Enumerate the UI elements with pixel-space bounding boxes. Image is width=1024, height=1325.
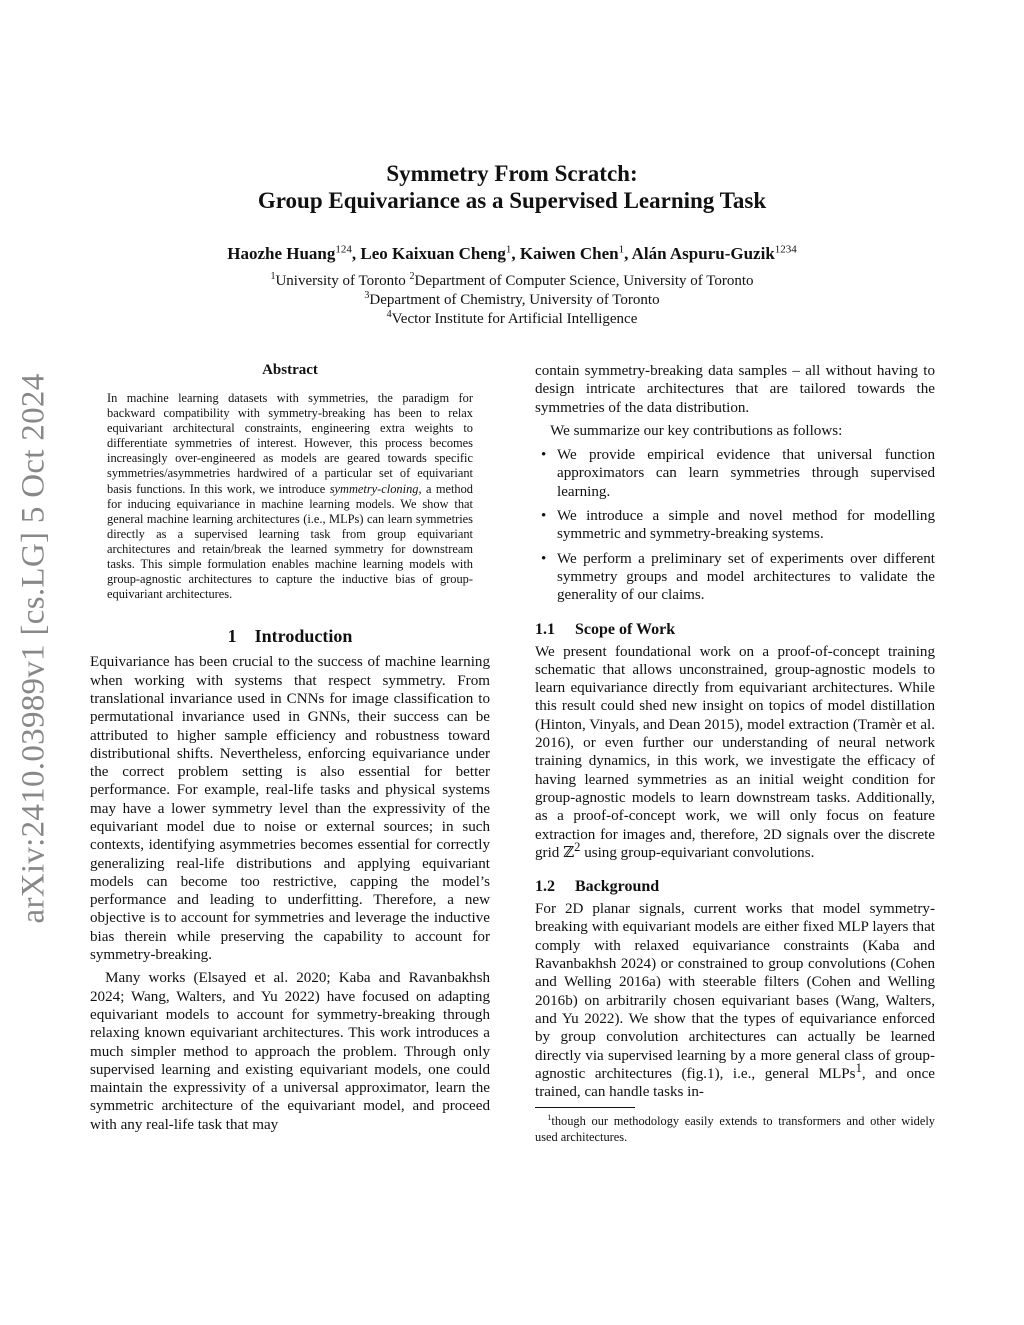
affil-text: University of Toronto (275, 273, 410, 289)
author-sep: , (624, 244, 632, 263)
affiliation-line (0, 291, 1024, 310)
abstract-text: In machine learning datasets with symmetries, the paradigm for backward compatibility with symmetry-breaking has been to relax equivariant architectural constraints, engineering extra weights to differentiate symmetries of interest. However, this process becomes increasingly over-engineered as models are geared towards specific symmetries/asymmetries hardwired of a particular set of equivariant basis functions. In this work, we introduce (107, 391, 473, 496)
author-name: Alán Aspuru-Guzik (631, 244, 775, 263)
author-name: Leo Kaixuan Cheng (360, 244, 506, 263)
paragraph (535, 643, 935, 863)
affil-text: Vector Institute for Artificial Intelligence (391, 311, 638, 327)
scope-body (535, 643, 935, 863)
right-column (535, 362, 935, 1145)
paragraph-text: For 2D planar signals, current works that model symmetry-breaking with equivariant models are either fixed MLP layers that comply with relaxed equivariance constraints (Kaba and Ravanbakhsh 2024) or constrained to group convolutions (Cohen and Welling 2016a) with steerable filters (Cohen and Welling 2016b) on arbitrarily chosen equivariant bases (Wang, Walters, and Yu 2022). We show that the types of equivariance enforced by group convolution architectures can actually be learned directly via supervised learning by a more general class of group-agnostic architectures (fig.1), i.e., general MLPs (535, 901, 935, 1082)
footnote-text: though our methodology easily extends to transformers and other widely used architectures. (535, 1114, 935, 1144)
abstract-text: , a method for inducing equivariance in machine learning models. We show that general machine learning architectures (i.e., MLPs) can learn symmetries directly as a supervised learning task from group equivariant architectures and retain/break the learned symmetry for downstream tasks. This simple formulation enables machine learning models with group-agnostic architectures to capture the inductive bias of group-equivariant architectures. (107, 481, 473, 602)
affil-marker: 3 (364, 290, 370, 301)
section-number: 1 (227, 626, 237, 647)
section-heading-introduction (90, 626, 490, 647)
paragraph: contain symmetry-breaking data samples – all without having to design intricate architectures that are tailored towards the symmetries of the data distribution. (535, 363, 935, 416)
arxiv-identifier (12, 368, 56, 928)
affil-text: Department of Chemistry, University of Toronto (369, 292, 660, 308)
introduction-continued (535, 362, 935, 440)
abstract-emphasis: symmetry-cloning (329, 481, 419, 496)
contribution-list (535, 446, 935, 604)
subsection-heading-background (535, 878, 935, 896)
affiliation-line (0, 272, 1024, 291)
author-name: Kaiwen Chen (519, 244, 619, 263)
paragraph: We summarize our key contributions as follows: (550, 422, 843, 439)
affiliations (0, 272, 1024, 329)
subsection-number: 1.1 (535, 620, 555, 638)
abstract-body (107, 391, 473, 602)
author-affil: 1234 (774, 243, 797, 256)
title-line-1: Symmetry From Scratch: (386, 161, 638, 186)
author-sep: , (351, 244, 361, 263)
title-line-2: Group Equivariance as a Supervised Learning Task (257, 188, 767, 213)
paragraph-text: We present foundational work on a proof-of-concept training schematic that allows unconstrained, group-agnostic models to learn equivariance directly from equivariant architectures. While this result could shed new insight on topics of model distillation (Hinton, Vinyals, and Dean 2015), model extraction (Tramèr et al. 2016), or even further our understanding of neural network training dynamics, in this work, we investigate the efficacy of having learned symmetries as an initial weight condition for group-agnostic models to learn downstream tasks. Additionally, as a proof-of-concept work, we will only focus on feature extraction for images and, therefore, 2D signals over the discrete grid (535, 643, 935, 861)
author-affil: 1 (505, 243, 512, 256)
section-title: Introduction (254, 626, 353, 647)
author-list (0, 244, 1024, 264)
paragraph: Many works (Elsayed et al. 2020; Kaba and Ravanbakhsh 2024; Wang, Walters, and Yu 2022) have focused on adapting equivariant models to account for symmetry-breaking through relaxing known equivariant architectures. This work introduces a much simpler method to approach the problem. Through only supervised learning and existing equivariant models, one could maintain the expressivity of a universal approximator, learn the symmetric architecture of the equivariant model, and proceed with any real-life task that may (90, 970, 490, 1133)
subsection-number: 1.2 (535, 878, 555, 896)
paragraph-text: , and once trained, can handle tasks in- (535, 1065, 936, 1101)
math-symbol: ℤ (563, 844, 575, 861)
paper-header (0, 160, 1024, 329)
affil-marker: 2 (409, 271, 415, 282)
left-column (90, 362, 490, 1134)
abstract-heading: Abstract (262, 362, 318, 378)
math-exponent: 2 (574, 839, 581, 854)
author-affil: 1 (618, 243, 625, 256)
affil-marker: 1 (270, 271, 276, 282)
paragraph: Equivariance has been crucial to the success of machine learning when working with systems that respect symmetry. From translational invariance used in CNNs for image classification to permutational invariance used in GNNs, their success can be attributed to higher sample efficiency and robustness toward distributional shifts. Nevertheless, enforcing equivariance under the correct problem setting is also essential for better performance. For example, real-life tasks and physical systems may have a lower symmetry level than the expressivity of the equivariant model due to noise or external sources; in such contexts, identifying asymmetries becomes essential for correctly generalizing real-life distributions and applying equivariant models can become too restrictive, capping the model’s performance and leading to underfitting. Therefore, a new objective is to account for symmetries and leverage the inductive bias therein while preserving the capability to account for symmetry-breaking. (90, 654, 490, 964)
paragraph (535, 900, 935, 1101)
footnote-ref: 1 (855, 1060, 862, 1075)
list-item: • We provide empirical evidence that universal function approximators can learn symmetries through supervised learning. (535, 446, 935, 501)
author-name: Haozhe Huang (227, 244, 336, 263)
footnote (535, 1114, 935, 1145)
author-sep: , (511, 244, 520, 263)
list-item: • We introduce a simple and novel method for modelling symmetric and symmetry-breaking systems. (535, 507, 935, 544)
affiliation-line (0, 310, 1024, 329)
subsection-title: Scope of Work (575, 620, 676, 638)
introduction-body (90, 653, 490, 1134)
footnote-divider (535, 1107, 635, 1108)
paragraph-text: using group-equivariant convolutions. (580, 844, 815, 861)
paper-title (0, 160, 1024, 214)
abstract-paragraph (107, 391, 473, 602)
subsection-title: Background (575, 878, 660, 896)
arxiv-id-text: arXiv:2410.03989v1 [cs.LG] 5 Oct 2024 (15, 372, 52, 924)
affil-marker: 4 (386, 309, 392, 320)
list-item: • We perform a preliminary set of experiments over different symmetry groups and model architectures to validate the generality of our claims. (535, 550, 935, 605)
author-affil: 124 (335, 243, 352, 256)
affil-text: Department of Computer Science, University of Toronto (414, 273, 754, 289)
subsection-heading-scope (535, 621, 935, 639)
background-body (535, 900, 935, 1101)
footnote-marker: 1 (547, 1113, 552, 1123)
